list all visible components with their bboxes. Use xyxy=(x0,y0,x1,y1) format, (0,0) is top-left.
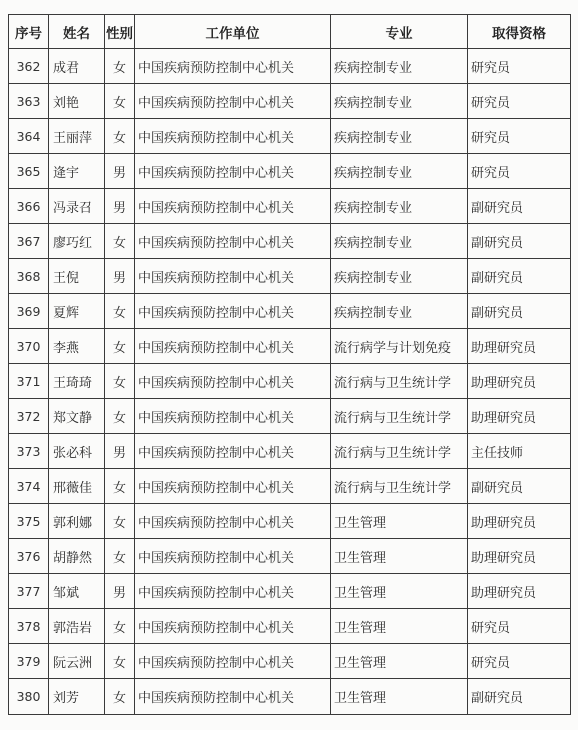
table-row xyxy=(9,259,571,294)
table-row xyxy=(9,294,571,329)
header-unit: 工作单位 xyxy=(135,15,331,49)
cell-gender: 女 xyxy=(105,644,135,679)
cell-unit: 中国疾病预防控制中心机关 xyxy=(135,574,331,609)
cell-qualification: 助理研究员 xyxy=(468,504,571,539)
cropped-title-fragment xyxy=(0,0,578,14)
cell-no: 365 xyxy=(9,154,49,189)
table-row xyxy=(9,84,571,119)
cell-gender: 男 xyxy=(105,434,135,469)
table-row xyxy=(9,399,571,434)
table-row xyxy=(9,224,571,259)
cell-no: 363 xyxy=(9,84,49,119)
cell-major: 流行病与卫生统计学 xyxy=(331,469,468,504)
cell-qualification: 副研究员 xyxy=(468,469,571,504)
cell-unit: 中国疾病预防控制中心机关 xyxy=(135,469,331,504)
table-row xyxy=(9,434,571,469)
cell-name: 刘芳 xyxy=(49,679,105,715)
cell-major: 疾病控制专业 xyxy=(331,259,468,294)
cell-unit: 中国疾病预防控制中心机关 xyxy=(135,679,331,715)
table-row xyxy=(9,539,571,574)
cell-gender: 女 xyxy=(105,609,135,644)
cell-name: 李燕 xyxy=(49,329,105,364)
cell-name: 王倪 xyxy=(49,259,105,294)
cell-gender: 女 xyxy=(105,119,135,154)
table-row xyxy=(9,679,571,715)
cell-major: 流行病与卫生统计学 xyxy=(331,434,468,469)
cell-gender: 女 xyxy=(105,364,135,399)
cell-major: 流行病学与计划免疫 xyxy=(331,329,468,364)
cell-unit: 中国疾病预防控制中心机关 xyxy=(135,364,331,399)
cell-name: 廖巧红 xyxy=(49,224,105,259)
table-row xyxy=(9,329,571,364)
table-row xyxy=(9,609,571,644)
cell-qualification: 研究员 xyxy=(468,119,571,154)
cell-name: 郭浩岩 xyxy=(49,609,105,644)
cell-qualification: 研究员 xyxy=(468,644,571,679)
cell-qualification: 助理研究员 xyxy=(468,364,571,399)
cell-no: 367 xyxy=(9,224,49,259)
cell-name: 夏辉 xyxy=(49,294,105,329)
cell-unit: 中国疾病预防控制中心机关 xyxy=(135,644,331,679)
cell-no: 372 xyxy=(9,399,49,434)
table-row xyxy=(9,574,571,609)
table-row xyxy=(9,644,571,679)
cell-unit: 中国疾病预防控制中心机关 xyxy=(135,504,331,539)
cell-major: 卫生管理 xyxy=(331,609,468,644)
cell-major: 卫生管理 xyxy=(331,644,468,679)
header-major: 专业 xyxy=(331,15,468,49)
cell-qualification: 助理研究员 xyxy=(468,329,571,364)
cell-gender: 男 xyxy=(105,259,135,294)
table-row xyxy=(9,119,571,154)
cell-no: 377 xyxy=(9,574,49,609)
cell-gender: 女 xyxy=(105,539,135,574)
cell-unit: 中国疾病预防控制中心机关 xyxy=(135,434,331,469)
cell-major: 卫生管理 xyxy=(331,504,468,539)
table-row xyxy=(9,364,571,399)
cell-unit: 中国疾病预防控制中心机关 xyxy=(135,84,331,119)
cell-no: 375 xyxy=(9,504,49,539)
cell-unit: 中国疾病预防控制中心机关 xyxy=(135,119,331,154)
cell-gender: 女 xyxy=(105,504,135,539)
cell-name: 阮云洲 xyxy=(49,644,105,679)
cell-unit: 中国疾病预防控制中心机关 xyxy=(135,224,331,259)
cell-qualification: 副研究员 xyxy=(468,679,571,715)
cell-qualification: 助理研究员 xyxy=(468,399,571,434)
cell-gender: 男 xyxy=(105,189,135,224)
cell-name: 郑文静 xyxy=(49,399,105,434)
cell-gender: 女 xyxy=(105,399,135,434)
cell-unit: 中国疾病预防控制中心机关 xyxy=(135,189,331,224)
cell-unit: 中国疾病预防控制中心机关 xyxy=(135,329,331,364)
cell-name: 王丽萍 xyxy=(49,119,105,154)
cell-gender: 男 xyxy=(105,154,135,189)
cell-no: 370 xyxy=(9,329,49,364)
cell-gender: 女 xyxy=(105,469,135,504)
cell-unit: 中国疾病预防控制中心机关 xyxy=(135,259,331,294)
cell-name: 刘艳 xyxy=(49,84,105,119)
qualification-table xyxy=(8,14,571,715)
cell-gender: 女 xyxy=(105,329,135,364)
cell-no: 369 xyxy=(9,294,49,329)
cell-qualification: 研究员 xyxy=(468,154,571,189)
cell-no: 373 xyxy=(9,434,49,469)
cell-no: 364 xyxy=(9,119,49,154)
table-header-row xyxy=(9,15,571,49)
cell-major: 流行病与卫生统计学 xyxy=(331,364,468,399)
cell-gender: 男 xyxy=(105,574,135,609)
cell-major: 疾病控制专业 xyxy=(331,224,468,259)
header-no: 序号 xyxy=(9,15,49,49)
cell-no: 376 xyxy=(9,539,49,574)
cell-qualification: 助理研究员 xyxy=(468,574,571,609)
cell-qualification: 研究员 xyxy=(468,609,571,644)
cell-name: 冯录召 xyxy=(49,189,105,224)
cell-major: 疾病控制专业 xyxy=(331,294,468,329)
cell-qualification: 副研究员 xyxy=(468,259,571,294)
cell-unit: 中国疾病预防控制中心机关 xyxy=(135,609,331,644)
cell-name: 成君 xyxy=(49,49,105,84)
cell-no: 378 xyxy=(9,609,49,644)
cell-qualification: 研究员 xyxy=(468,84,571,119)
cell-unit: 中国疾病预防控制中心机关 xyxy=(135,294,331,329)
cell-unit: 中国疾病预防控制中心机关 xyxy=(135,49,331,84)
cell-qualification: 副研究员 xyxy=(468,224,571,259)
cell-major: 疾病控制专业 xyxy=(331,49,468,84)
cell-no: 380 xyxy=(9,679,49,715)
cell-name: 逄宇 xyxy=(49,154,105,189)
cell-qualification: 研究员 xyxy=(468,49,571,84)
table-row xyxy=(9,469,571,504)
cell-major: 疾病控制专业 xyxy=(331,154,468,189)
table-row xyxy=(9,49,571,84)
cell-gender: 女 xyxy=(105,84,135,119)
cell-unit: 中国疾病预防控制中心机关 xyxy=(135,154,331,189)
table-row xyxy=(9,154,571,189)
cell-name: 胡静然 xyxy=(49,539,105,574)
cell-gender: 女 xyxy=(105,294,135,329)
cell-name: 邹斌 xyxy=(49,574,105,609)
cell-no: 379 xyxy=(9,644,49,679)
cell-major: 流行病与卫生统计学 xyxy=(331,399,468,434)
cell-major: 疾病控制专业 xyxy=(331,119,468,154)
cell-gender: 女 xyxy=(105,224,135,259)
cell-no: 368 xyxy=(9,259,49,294)
cell-no: 371 xyxy=(9,364,49,399)
cell-major: 卫生管理 xyxy=(331,574,468,609)
cell-qualification: 主任技师 xyxy=(468,434,571,469)
cell-unit: 中国疾病预防控制中心机关 xyxy=(135,399,331,434)
cell-major: 卫生管理 xyxy=(331,679,468,715)
cell-major: 疾病控制专业 xyxy=(331,189,468,224)
cell-gender: 女 xyxy=(105,679,135,715)
cell-qualification: 助理研究员 xyxy=(468,539,571,574)
cell-no: 366 xyxy=(9,189,49,224)
cell-name: 张必科 xyxy=(49,434,105,469)
header-name: 姓名 xyxy=(49,15,105,49)
cell-name: 王琦琦 xyxy=(49,364,105,399)
table-row xyxy=(9,504,571,539)
cell-no: 362 xyxy=(9,49,49,84)
header-qualification: 取得资格 xyxy=(468,15,571,49)
cell-qualification: 副研究员 xyxy=(468,294,571,329)
header-gender: 性别 xyxy=(105,15,135,49)
cell-gender: 女 xyxy=(105,49,135,84)
cell-no: 374 xyxy=(9,469,49,504)
cell-name: 郭利娜 xyxy=(49,504,105,539)
cell-unit: 中国疾病预防控制中心机关 xyxy=(135,539,331,574)
cell-qualification: 副研究员 xyxy=(468,189,571,224)
cell-major: 卫生管理 xyxy=(331,539,468,574)
cell-major: 疾病控制专业 xyxy=(331,84,468,119)
table-row xyxy=(9,189,571,224)
cell-name: 邢薇佳 xyxy=(49,469,105,504)
